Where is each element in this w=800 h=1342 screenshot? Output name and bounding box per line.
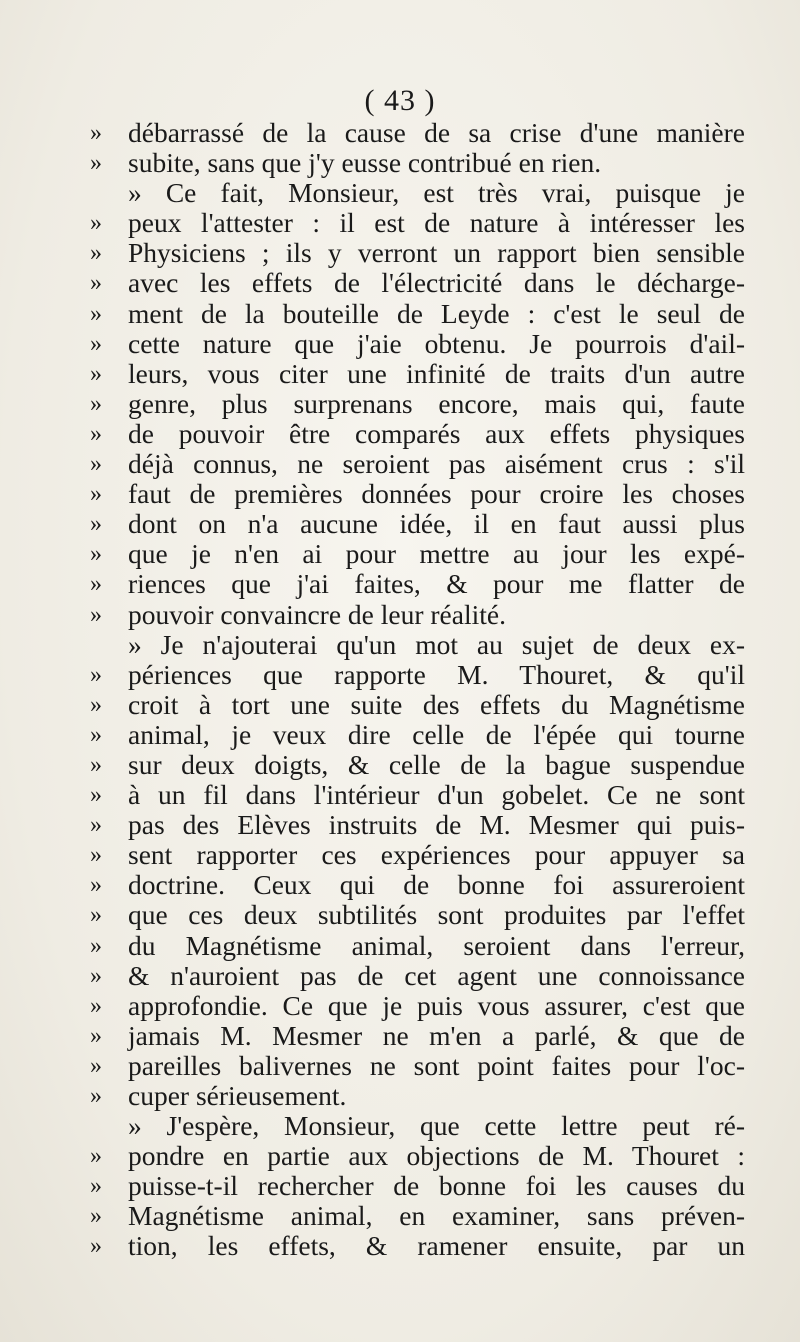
- page-number: ( 43 ): [364, 84, 436, 117]
- line-text: » J'espère, Monsieur, que cette lettre peut ré-: [128, 1110, 745, 1142]
- line-text: du Magnétisme animal, seroient dans l'erreur,: [128, 929, 745, 961]
- text-line: [90, 419, 745, 449]
- quotation-mark: »: [90, 420, 102, 447]
- line-text: déjà connus, ne seroient pas aisément crus : s'il: [128, 448, 745, 480]
- text-line: [90, 720, 745, 750]
- quotation-mark: »: [90, 1203, 102, 1230]
- text-line: [90, 1171, 745, 1201]
- text-line: [90, 931, 745, 961]
- line-text: pas des Elèves instruits de M. Mesmer qui puis-: [128, 809, 745, 841]
- text-line: [90, 600, 745, 630]
- text-line: [90, 238, 745, 268]
- quotation-mark: »: [90, 150, 102, 177]
- text-line: [90, 840, 745, 870]
- text-line: [90, 178, 745, 208]
- text-line: [90, 148, 745, 178]
- line-text: cette nature que j'aie obtenu. Je pourrois d'ail-: [128, 327, 745, 359]
- line-text: Magnétisme animal, en examiner, sans préven-: [128, 1200, 745, 1232]
- text-line: [90, 961, 745, 991]
- line-text: subite, sans que j'y eusse contribué en rien.: [128, 147, 602, 179]
- line-text: croit à tort une suite des effets du Magnétisme: [128, 688, 745, 720]
- text-line: [90, 569, 745, 599]
- text-line: [90, 660, 745, 690]
- text-line: [90, 991, 745, 1021]
- line-text: à un fil dans l'intérieur d'un gobelet. Ce ne sont: [128, 779, 745, 811]
- quotation-mark: »: [90, 511, 102, 538]
- quotation-mark: »: [90, 541, 102, 568]
- text-line: [90, 1021, 745, 1051]
- line-text: animal, je veux dire celle de l'épée qui tourne: [128, 718, 745, 750]
- quotation-mark: »: [90, 812, 102, 839]
- text-line: [90, 509, 745, 539]
- quotation-mark: »: [90, 1173, 102, 1200]
- quotation-mark: »: [90, 601, 102, 628]
- quotation-mark: »: [90, 300, 102, 327]
- text-line: [90, 630, 745, 660]
- line-text: dont on n'a aucune idée, il en faut aussi plus: [128, 508, 745, 540]
- line-text: cuper sérieusement.: [128, 1080, 347, 1111]
- line-text: » Ce fait, Monsieur, est très vrai, puisque je: [128, 177, 745, 209]
- quotation-mark: »: [90, 330, 102, 357]
- text-line: [90, 1231, 745, 1261]
- text-line: [90, 750, 745, 780]
- quotation-mark: »: [90, 751, 102, 778]
- text-line: [90, 389, 745, 419]
- line-text: » Je n'ajouterai qu'un mot au sujet de deux ex-: [128, 628, 745, 660]
- quotation-mark: »: [90, 962, 102, 989]
- quotation-mark: »: [90, 360, 102, 387]
- text-line: [90, 780, 745, 810]
- quotation-mark: »: [90, 120, 102, 146]
- line-text: que ces deux subtilités sont produites par l'effet: [128, 899, 745, 931]
- text-line: [90, 1081, 745, 1111]
- line-text: Physiciens ; ils y verront un rapport bien sensible: [128, 237, 745, 269]
- text-line: [90, 690, 745, 720]
- text-line: [90, 208, 745, 238]
- text-line: [90, 329, 745, 359]
- line-text: genre, plus surprenans encore, mais qui, faute: [128, 387, 745, 419]
- line-text: leurs, vous citer une infinité de traits d'un autre: [128, 357, 745, 389]
- text-line: [90, 870, 745, 900]
- line-text: ment de la bouteille de Leyde : c'est le seul de: [128, 297, 745, 329]
- quotation-mark: »: [90, 661, 102, 688]
- line-text: jamais M. Mesmer ne m'en a parlé, & que de: [128, 1019, 745, 1051]
- line-text: débarrassé de la cause de sa crise d'une manière: [128, 117, 745, 148]
- line-text: peux l'attester : il est de nature à intéresser les: [128, 207, 745, 239]
- quotation-mark: »: [90, 571, 102, 598]
- line-text: sur deux doigts, & celle de la bague suspendue: [128, 748, 745, 780]
- text-line: [90, 299, 745, 329]
- line-text: pareilles balivernes ne sont point faites pour l'oc-: [128, 1049, 745, 1081]
- line-text: approfondie. Ce que je puis vous assurer, c'est que: [128, 989, 745, 1021]
- quotation-mark: »: [90, 270, 102, 297]
- line-text: pouvoir convaincre de leur réalité.: [128, 598, 506, 630]
- text-line: [90, 1111, 745, 1141]
- line-text: de pouvoir être comparés aux effets physiques: [128, 417, 745, 449]
- quotation-mark: »: [90, 1083, 102, 1109]
- quotation-mark: »: [90, 1052, 102, 1079]
- quotation-mark: »: [90, 481, 102, 508]
- text-line: [90, 900, 745, 930]
- text-line: [90, 1051, 745, 1081]
- quotation-mark: »: [90, 902, 102, 929]
- line-text: puisse-t-il rechercher de bonne foi les causes du: [128, 1170, 745, 1202]
- quotation-mark: »: [90, 1233, 102, 1260]
- text-line: [90, 268, 745, 298]
- text-line: [90, 449, 745, 479]
- body-text: [90, 118, 745, 1262]
- text-line: [90, 539, 745, 569]
- text-line: [90, 1141, 745, 1171]
- line-text: riences que j'ai faites, & pour me flatter de: [128, 568, 745, 600]
- line-text: doctrine. Ceux qui de bonne foi assureroient: [128, 869, 745, 901]
- quotation-mark: »: [90, 691, 102, 718]
- quotation-mark: »: [90, 721, 102, 748]
- quotation-mark: »: [90, 782, 102, 809]
- quotation-mark: »: [90, 992, 102, 1019]
- text-line: [90, 810, 745, 840]
- line-text: que je n'en ai pour mettre au jour les expé-: [128, 538, 745, 570]
- text-line: [90, 359, 745, 389]
- line-text: sent rapporter ces expériences pour appuyer sa: [128, 839, 745, 871]
- quotation-mark: »: [90, 390, 102, 417]
- line-text: faut de premières données pour croire les choses: [128, 478, 745, 510]
- text-line: [90, 479, 745, 509]
- line-text: pondre en partie aux objections de M. Thouret :: [128, 1140, 745, 1172]
- quotation-mark: »: [90, 932, 102, 959]
- quotation-mark: »: [90, 1022, 102, 1049]
- quotation-mark: »: [90, 240, 102, 267]
- quotation-mark: »: [90, 872, 102, 899]
- line-text: tion, les effets, & ramener ensuite, par un: [128, 1230, 745, 1262]
- line-text: avec les effets de l'électricité dans le décharge-: [128, 267, 745, 299]
- line-text: & n'auroient pas de cet agent une connoissance: [128, 959, 745, 991]
- quotation-mark: »: [90, 210, 102, 237]
- quotation-mark: »: [90, 842, 102, 869]
- text-line: [90, 118, 745, 148]
- text-line: [90, 1201, 745, 1231]
- line-text: périences que rapporte M. Thouret, & qu'il: [128, 658, 745, 690]
- quotation-mark: »: [90, 1143, 102, 1170]
- quotation-mark: »: [90, 451, 102, 478]
